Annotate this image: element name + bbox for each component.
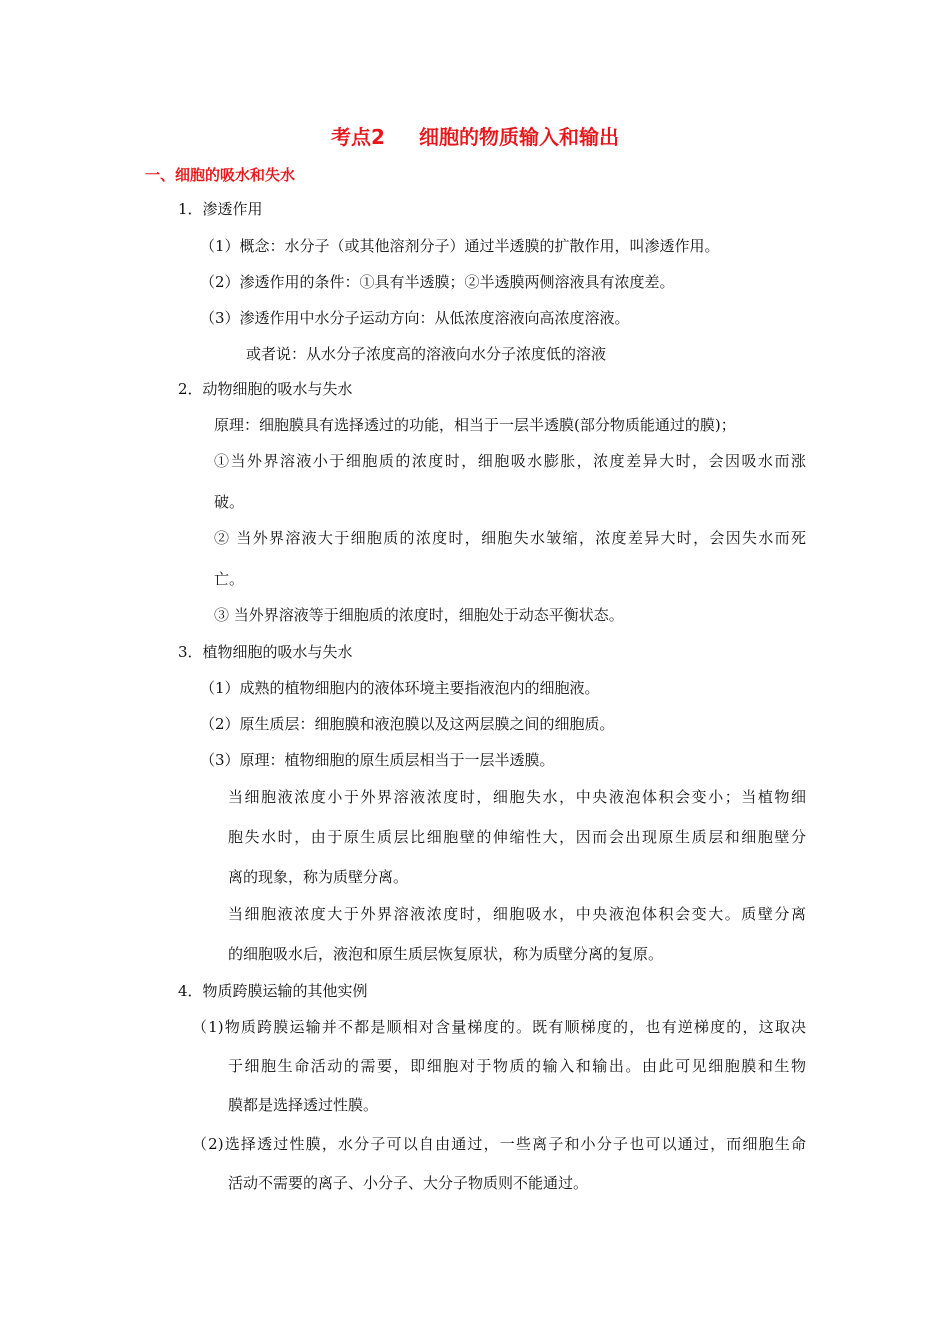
paragraph: ③ 当外界溶液等于细胞质的浓度时，细胞处于动态平衡状态。 bbox=[214, 606, 624, 624]
subsection-heading-1: 1．渗透作用 bbox=[178, 200, 263, 218]
subsection-heading-2: 2．动物细胞的吸水与失水 bbox=[178, 380, 353, 398]
paragraph: （3）原理：植物细胞的原生质层相当于一层半透膜。 bbox=[200, 751, 555, 769]
paragraph: （1）概念：水分子（或其他溶剂分子）通过半透膜的扩散作用，叫渗透作用。 bbox=[200, 237, 720, 255]
paragraph: ② 当外界溶液大于细胞质的浓度时，细胞失水皱缩，浓度差异大时，会因失水而死 bbox=[214, 529, 806, 547]
paragraph: 离的现象，称为质壁分离。 bbox=[228, 868, 409, 886]
paragraph: 胞失水时，由于原生质层比细胞壁的伸缩性大，因而会出现原生质层和细胞壁分 bbox=[228, 828, 806, 846]
section-heading: 一、细胞的吸水和失水 bbox=[145, 166, 296, 184]
title-part2: 细胞的物质输入和输出 bbox=[418, 125, 619, 149]
paragraph: 破。 bbox=[214, 493, 245, 511]
paragraph: 当细胞液浓度小于外界溶液浓度时，细胞失水，中央液泡体积会变小；当植物细 bbox=[228, 788, 806, 806]
page-title bbox=[0, 124, 950, 150]
paragraph: 当细胞液浓度大于外界溶液浓度时，细胞吸水，中央液泡体积会变大。质壁分离 bbox=[228, 905, 806, 923]
paragraph: 原理：细胞膜具有选择透过的功能，相当于一层半透膜(部分物质能通过的膜)； bbox=[214, 416, 736, 434]
title-part1: 考点2 bbox=[331, 125, 385, 149]
paragraph: ①当外界溶液小于细胞质的浓度时，细胞吸水膨胀，浓度差异大时，会因吸水而涨 bbox=[214, 452, 806, 470]
paragraph: （2)选择透过性膜，水分子可以自由通过，一些离子和小分子也可以通过，而细胞生命 bbox=[192, 1135, 806, 1153]
paragraph: 的细胞吸水后，液泡和原生质层恢复原状，称为质壁分离的复原。 bbox=[228, 945, 664, 963]
paragraph: 膜都是选择透过性膜。 bbox=[228, 1096, 379, 1114]
paragraph: 或者说：从水分子浓度高的溶液向水分子浓度低的溶液 bbox=[246, 345, 607, 363]
paragraph: （2）原生质层：细胞膜和液泡膜以及这两层膜之间的细胞质。 bbox=[200, 715, 615, 733]
paragraph: 亡。 bbox=[214, 570, 245, 588]
paragraph: 于细胞生命活动的需要，即细胞对于物质的输入和输出。由此可见细胞膜和生物 bbox=[228, 1057, 806, 1075]
paragraph: （1)物质跨膜运输并不都是顺相对含量梯度的。既有顺梯度的，也有逆梯度的，这取决 bbox=[192, 1018, 806, 1036]
paragraph: （2）渗透作用的条件：①具有半透膜；②半透膜两侧溶液具有浓度差。 bbox=[200, 273, 675, 291]
subsection-heading-3: 3．植物细胞的吸水与失水 bbox=[178, 643, 353, 661]
paragraph: （3）渗透作用中水分子运动方向：从低浓度溶液向高浓度溶液。 bbox=[200, 309, 630, 327]
paragraph: 活动不需要的离子、小分子、大分子物质则不能通过。 bbox=[228, 1174, 589, 1192]
subsection-heading-4: 4．物质跨膜运输的其他实例 bbox=[178, 982, 368, 1000]
paragraph: （1）成熟的植物细胞内的液体环境主要指液泡内的细胞液。 bbox=[200, 679, 600, 697]
